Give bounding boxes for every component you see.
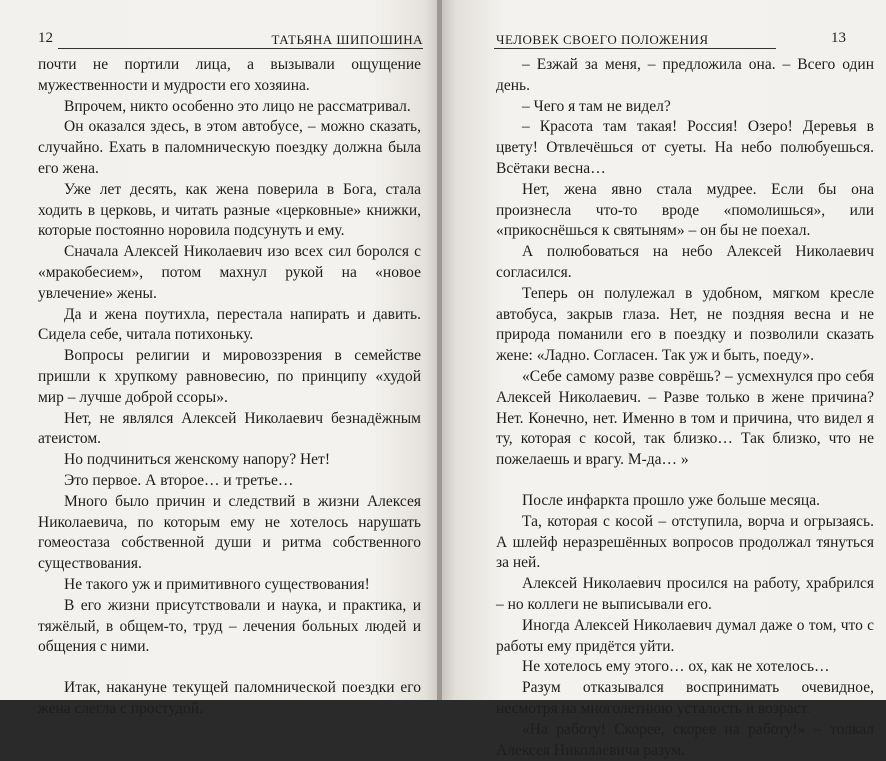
paragraph: Он оказался здесь, в этом автобусе, – можно сказать, случайно. Ехать в паломническую поездку должна была его жена. [38, 118, 421, 177]
paragraph: Впрочем, никто особенно это лицо не рассматривал. [64, 97, 411, 115]
paragraph: Не хотелось ему этого… ох, как не хотелось… [522, 658, 830, 676]
page-number-right: 13 [831, 30, 846, 46]
paragraph: Теперь он полулежал в удобном, мягком кресле автобуса, закрыв глаза. Нет, не поздняя весна и не природа поманили его в поездку и позволили сказать жене: «Ладно. Согласен. Так уж и быть, поеду». [496, 284, 874, 365]
paragraph: Итак, накануне текущей паломнической поездки его жена слегла с простудой. [38, 679, 421, 717]
paragraph: Та, которая с косой – отступила, ворча и огрызаясь. А шлейф неразрешённых вопросов продолжал тянуться за ней. [496, 512, 874, 572]
left-page-text [38, 55, 421, 720]
paragraph: Сначала Алексей Николаевич изо всех сил боролся с «мракобесием», потом махнул рукой на «новое увлечение» жены. [38, 243, 421, 302]
paragraph: почти не портили лица, а вызывали ощущение мужественности и мудрости его хозяина. [38, 56, 421, 94]
paragraph: Разум отказывался воспринимать очевидное, несмотря на многолетнюю усталость и возраст. [496, 679, 874, 717]
paragraph: После инфаркта прошло уже больше месяца. [522, 491, 820, 509]
header-rule-right [494, 48, 776, 49]
paragraph: Нет, жена явно стала мудрее. Если бы она произнесла что-то вроде «помолишься», или «прикоснёшься к святыням» – он бы не поехал. [496, 180, 874, 240]
section-break [496, 471, 874, 491]
paragraph: Но подчиниться женскому напору? Нет! [64, 451, 330, 469]
paragraph: – Чего я там не видел? [522, 97, 671, 115]
paragraph: – Красота там такая! Россия! Озеро! Деревья в цвету! Отвлечёшься от суеты. На небо полюбуешься. Всётаки весна… [496, 118, 874, 177]
right-page [442, 0, 886, 759]
left-page [0, 0, 438, 717]
paragraph: В его жизни присутствовали и наука, и практика, и тяжёлый, в общем-то, труд – лечения больных людей и общения с ними. [38, 596, 421, 656]
paragraph: Иногда Алексей Николаевич думал даже о том, что с работы ему придётся уйти. [496, 616, 874, 655]
paragraph: Уже лет десять, как жена поверила в Бога, стала ходить в церковь, и читать разные «церковные» книжки, которые постоянно норовила подсунуть и ему. [38, 180, 421, 240]
running-head-author: ТАТЬЯНА ШИПОШИНА [271, 32, 423, 47]
paragraph: Вопросы религии и мировоззрения в семействе пришли к хрупкому равновесию, по принципу «худой мир – лучше доброй ссоры». [38, 347, 421, 406]
section-break [38, 658, 421, 678]
paragraph: Много было причин и следствий в жизни Алексея Николаевича, по которым ему не хотелось нарушать гомеостаза собственной души и ритма собственного существования. [38, 492, 421, 573]
paragraph: Алексей Николаевич просился на работу, храбрился – но коллеги не выписывали его. [496, 575, 874, 613]
paragraph: Не такого уж и примитивного существования! [64, 575, 370, 593]
paragraph: А полюбоваться на небо Алексей Николаевич согласился. [496, 243, 874, 281]
running-head-title: ЧЕЛОВЕК СВОЕГО ПОЛОЖЕНИЯ [496, 32, 709, 47]
paragraph: «На работу! Скорее, скорее на работу!» – толкал Алексея Николаевича разум. [496, 720, 874, 759]
paragraph: – Езжай за меня, – предложила она. – Всего один день. [496, 56, 874, 94]
paragraph: Нет, не являлся Алексей Николаевич безнадёжным атеистом. [38, 409, 421, 448]
right-page-text [496, 55, 874, 761]
header-rule-left [58, 48, 423, 49]
paragraph: Да и жена поутихла, перестала напирать и давить. Сидела себе, читала потихоньку. [38, 305, 421, 344]
page-number-left: 12 [38, 30, 53, 46]
paragraph: «Себе самому разве соврёшь? – усмехнулся про себя Алексей Николаевич. – Разве только в жене причина? Нет. Конечно, нет. Именно в том и причина, что видел я ту, которая с косой, так близко… Так близко, что не пожелаешь и врагу. М-да… » [496, 367, 874, 469]
paragraph: Это первое. А второе… и третье… [64, 471, 294, 489]
